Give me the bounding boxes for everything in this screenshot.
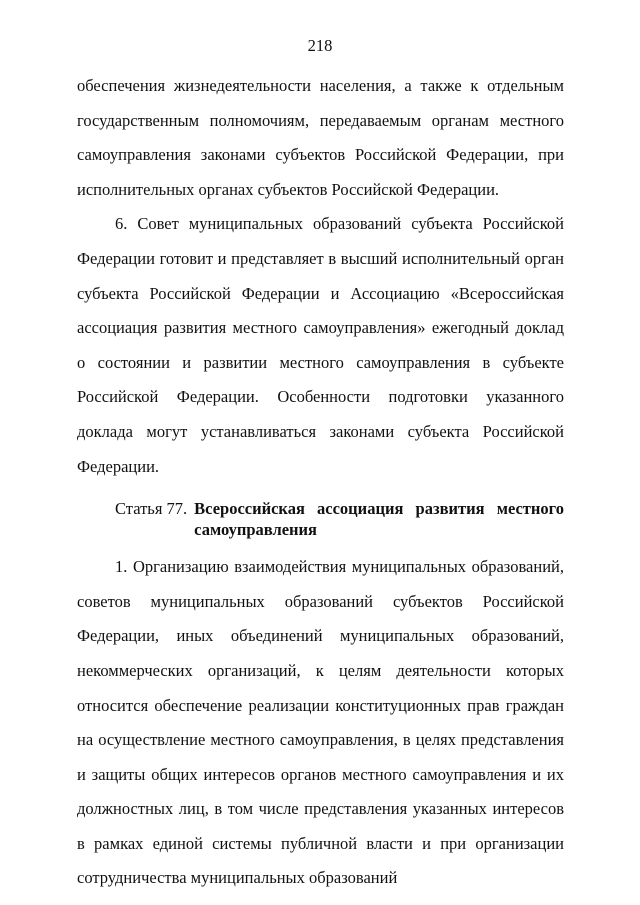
page-number: 218 (307, 36, 333, 55)
paragraph-6: 6. Совет муниципальных образований субъекта Российской Федерации готовит и представляет в высший исполнительный орган субъекта Российской Федерации и Ассоциацию «Всероссийская ассоциация развития местного самоуправления» ежегодный доклад о состоянии и развитии местного самоуправления в субъекте Российской Федерации. Особенности подготовки указанного доклада могут устанавливаться законами субъекта Российской Федерации. (77, 214, 564, 476)
article-number: Статья 77. (115, 499, 188, 519)
paragraph-1: 1. Организацию взаимодействия муниципальных образований, советов муниципальных образований субъектов Российской Федерации, иных объединений муниципальных образований, некоммерческих организаций, к целям деятельности которых относится обеспечение реализации конституционных прав граждан на осуществление местного самоуправления, в целях представления и защиты общих интересов органов местного самоуправления и их должностных лиц, в том числе представления указанных интересов в рамках единой системы публичной власти и при организации сотрудничества муниципальных образований (77, 557, 564, 888)
article-title-line-2: самоуправления (194, 520, 317, 540)
article-title-line-1: Всероссийская ассоциация развития местного (194, 499, 564, 519)
article-title (194, 498, 564, 540)
paragraph-continued: обеспечения жизнедеятельности населения, а также к отдельным государственным полномочиям, передаваемым органам местного самоуправления законами субъектов Российской Федерации, при исполнительных органах субъектов Российской Федерации. (77, 76, 564, 199)
article-heading (77, 498, 564, 540)
document-body (77, 69, 564, 896)
